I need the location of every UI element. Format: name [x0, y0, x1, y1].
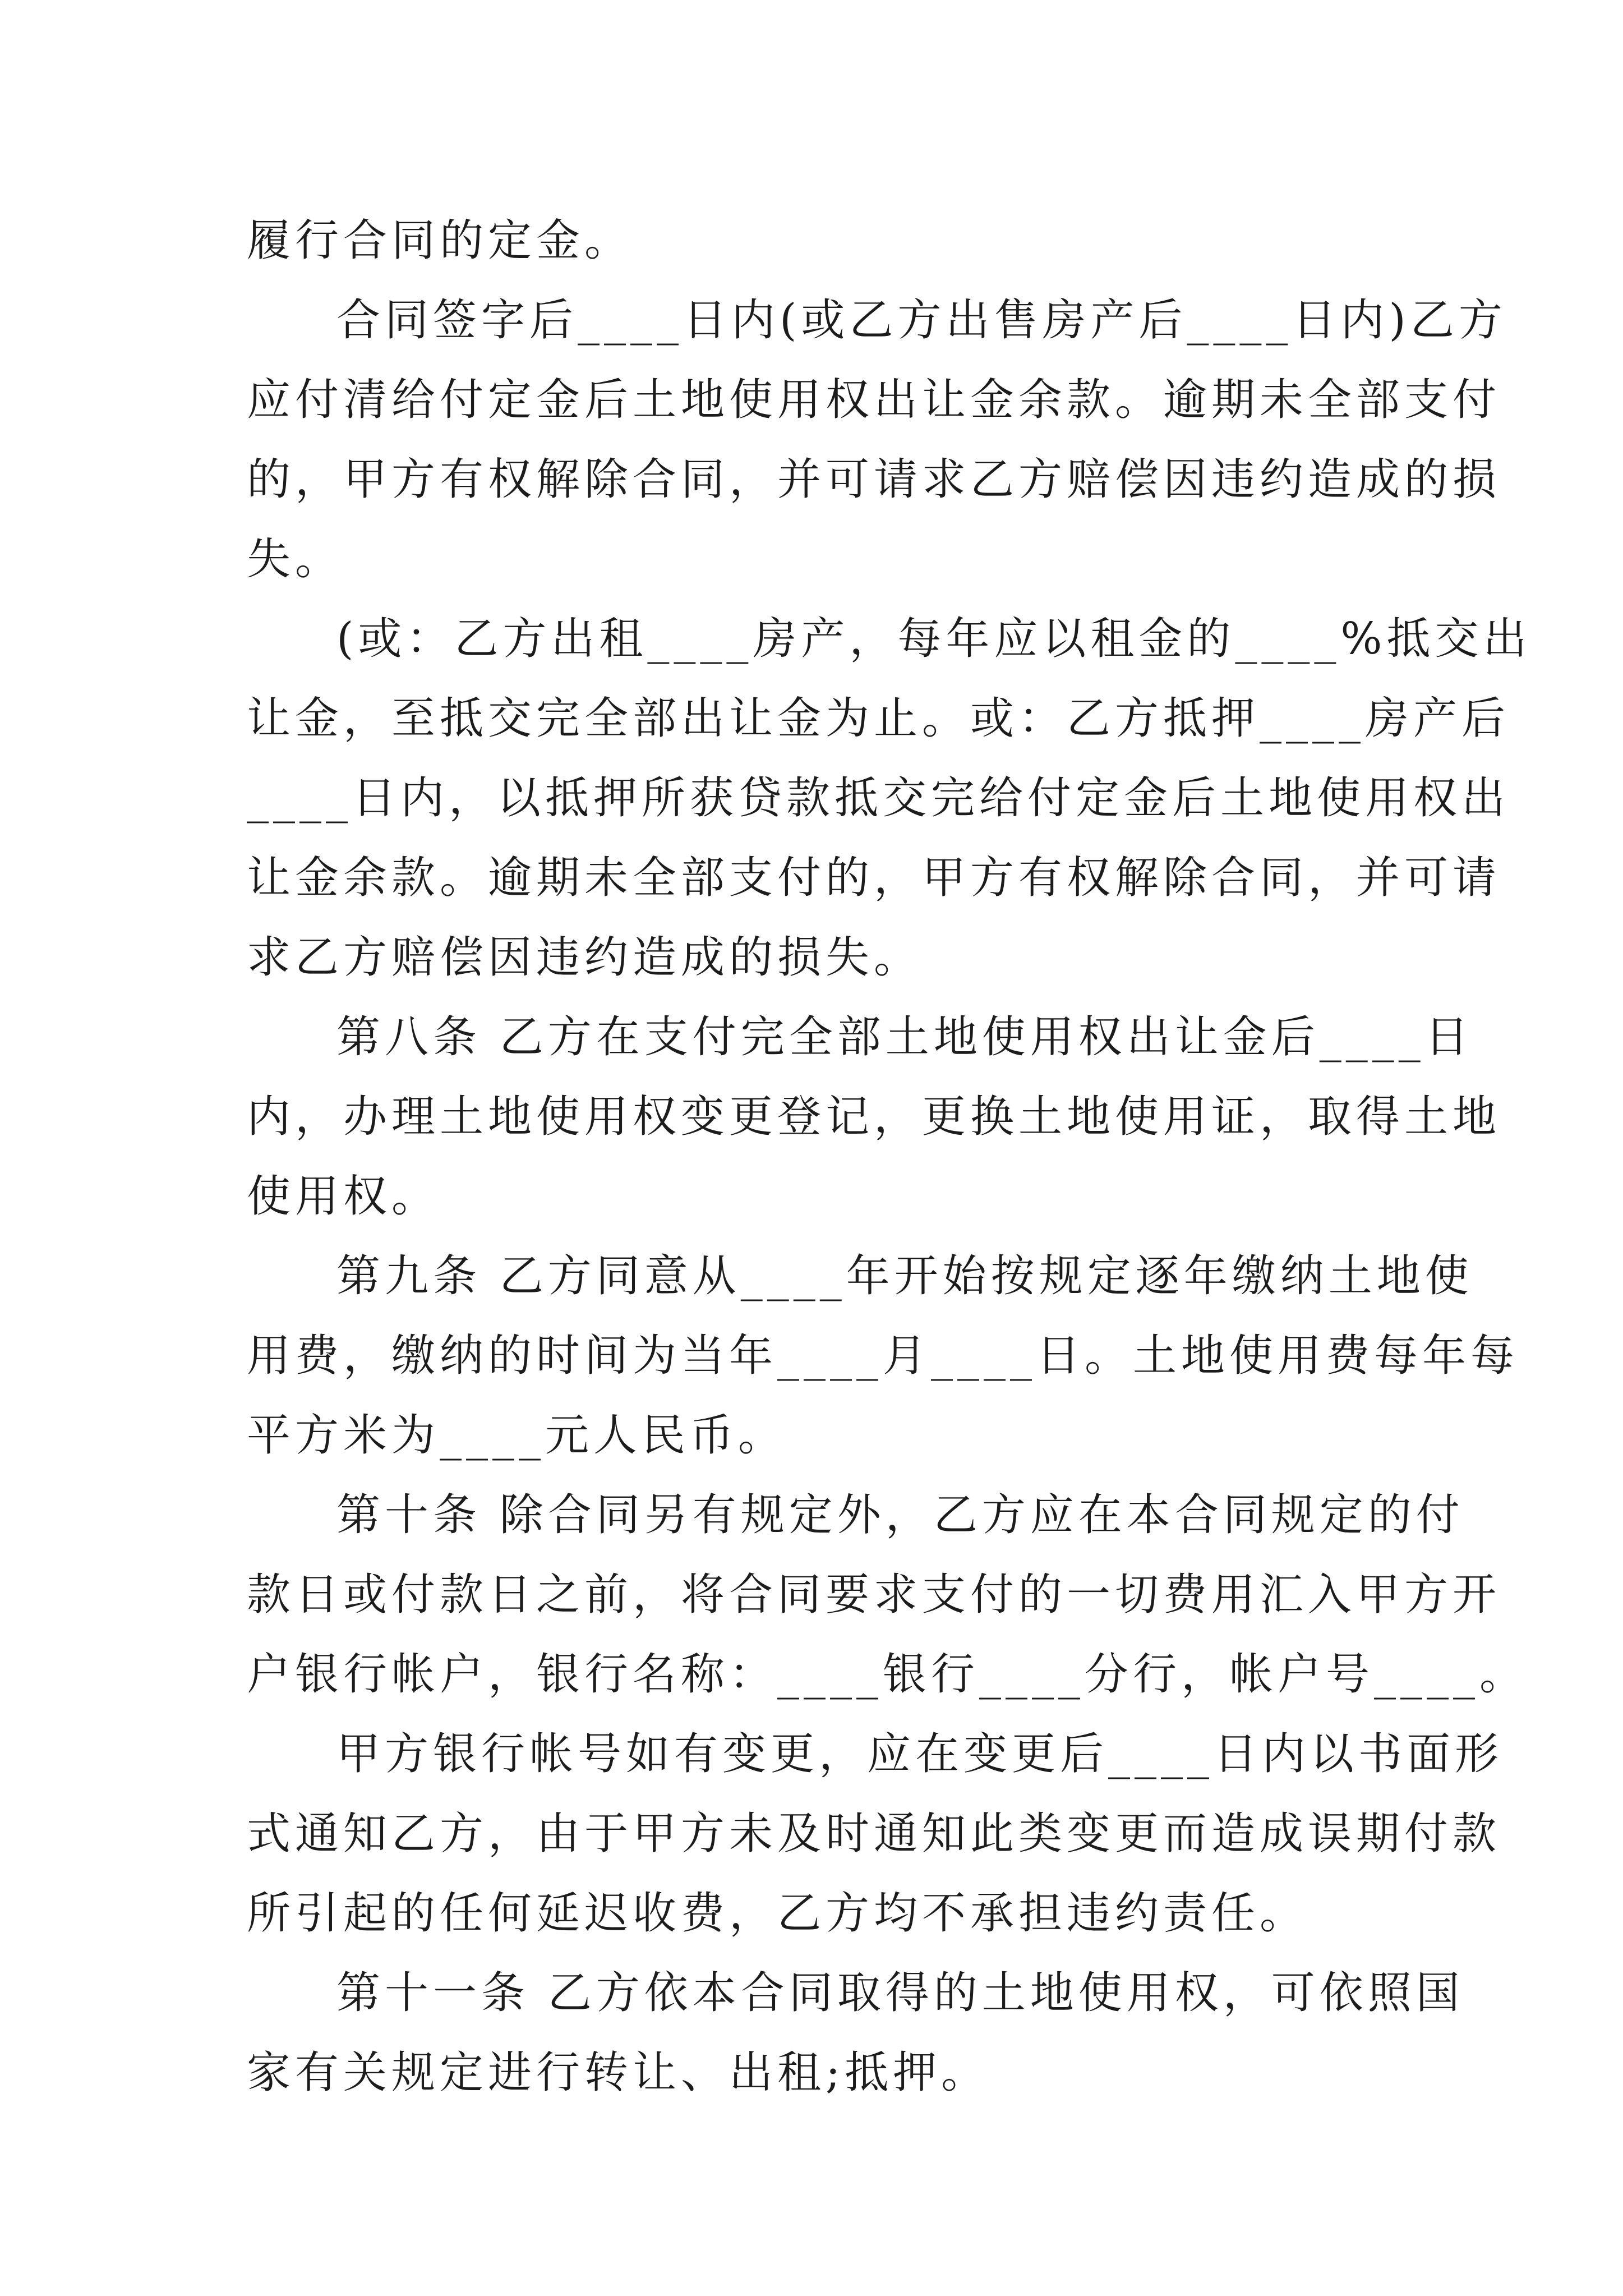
text-line: 合同签字后____日内(或乙方出售房产后____日内)乙方: [336, 295, 1507, 346]
text-line: 求乙方赔偿因违约造成的损失。: [247, 932, 923, 983]
text-line: 让金余款。逾期未全部支付的，甲方有权解除合同，并可请: [247, 853, 1501, 903]
text-line: 履行合同的定金。: [247, 215, 633, 266]
text-line: 让金，至抵交完全部出让金为止。或：乙方抵押____房产后: [247, 693, 1510, 744]
text-line: 用费，缴纳的时间为当年____月____日。土地使用费每年每: [247, 1331, 1519, 1381]
text-line: ____日内，以抵押所获贷款抵交完给付定金后土地使用权出: [247, 773, 1510, 823]
text-line: 内，办理土地使用权变更登记，更换土地使用证，取得土地: [247, 1092, 1501, 1142]
text-line: 第八条 乙方在支付完全部土地使用权出让金后____日: [336, 1012, 1473, 1062]
text-line: 式通知乙方，由于甲方未及时通知此类变更而造成误期付款: [247, 1809, 1501, 1859]
text-line: 第十一条 乙方依本合同取得的土地使用权，可依照国: [336, 1968, 1464, 2018]
text-line: 失。: [247, 534, 344, 585]
text-line: 平方米为____元人民币。: [247, 1410, 787, 1461]
text-line: 应付清给付定金后土地使用权出让金余款。逾期未全部支付: [247, 375, 1501, 425]
document-body: [247, 201, 1532, 2113]
text-line: 甲方银行帐号如有变更，应在变更后____日内以书面形: [336, 1729, 1504, 1779]
text-line: 使用权。: [247, 1171, 440, 1222]
text-line: 款日或付款日之前，将合同要求支付的一切费用汇入甲方开: [247, 1570, 1501, 1620]
text-line: 户银行帐户，银行名称：____银行____分行，帐户号____。: [247, 1649, 1528, 1700]
text-line: 第十条 除合同另有规定外，乙方应在本合同规定的付: [336, 1490, 1464, 1540]
text-line: 第九条 乙方同意从____年开始按规定逐年缴纳土地使: [336, 1251, 1473, 1301]
text-line: 所引起的任何延迟收费，乙方均不承担违约责任。: [247, 1888, 1308, 1939]
text-line: 的，甲方有权解除合同，并可请求乙方赔偿因违约造成的损: [247, 454, 1501, 505]
text-line: 家有关规定进行转让、出租;抵押。: [247, 2047, 990, 2098]
text-line: (或：乙方出租____房产，每年应以租金的____%抵交出: [336, 614, 1532, 664]
